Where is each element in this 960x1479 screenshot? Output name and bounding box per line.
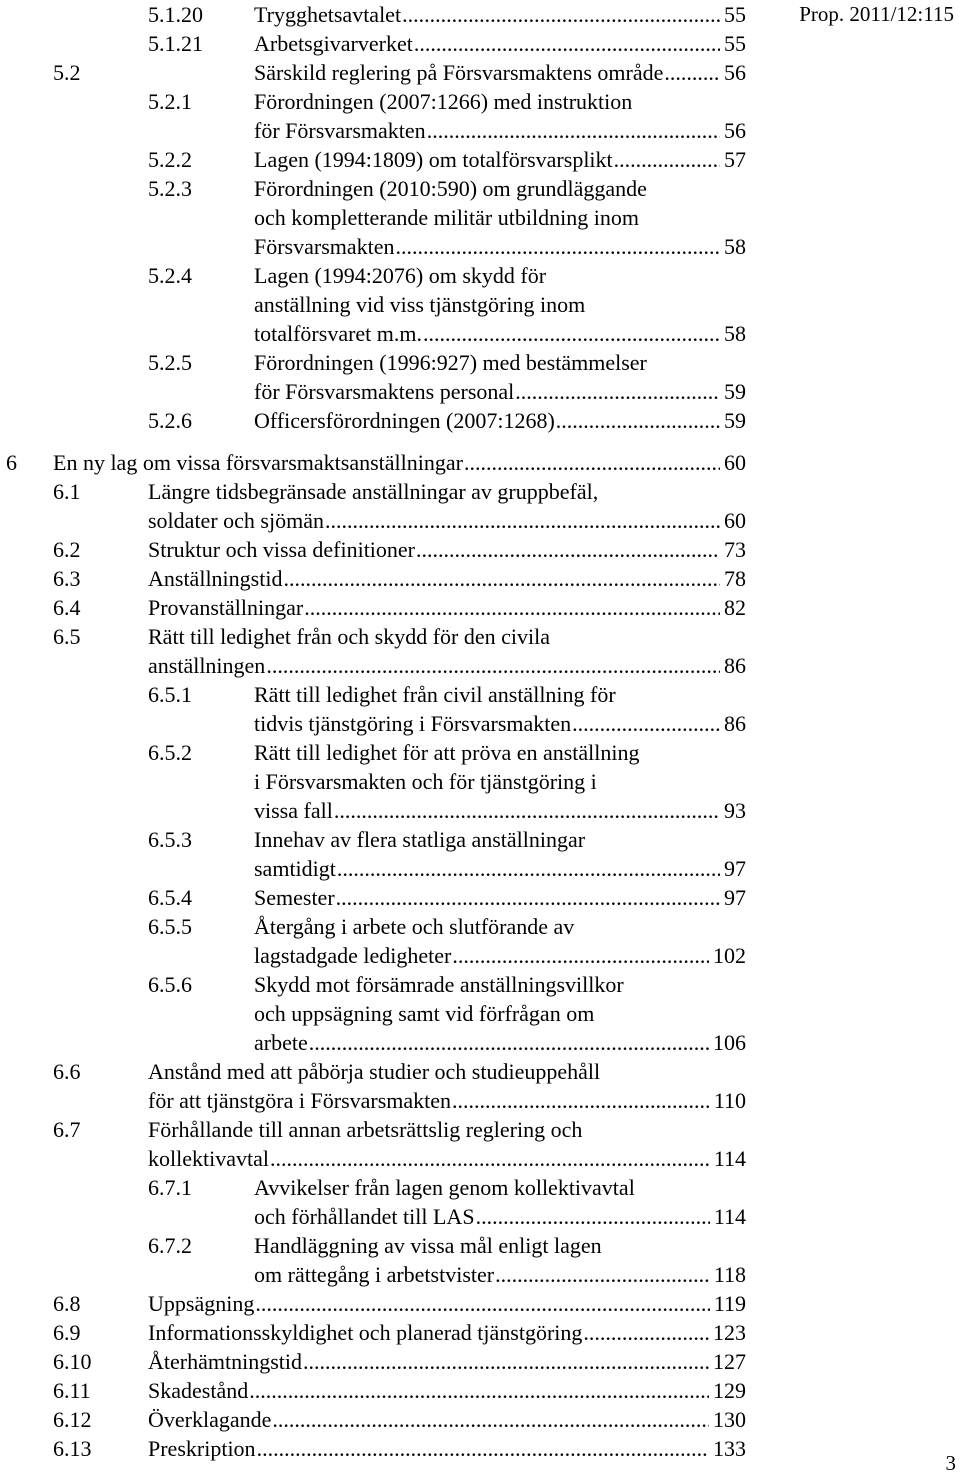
dot-leader bbox=[303, 1347, 709, 1376]
toc-entry-title-line: Förhållande till annan arbetsrättslig reglering och bbox=[148, 1117, 583, 1142]
toc-entry-title-line: och kompletterande militär utbildning inom bbox=[254, 205, 639, 230]
toc-entry-title-line: Informationsskyldighet och planerad tjänstgöring bbox=[148, 1320, 583, 1345]
toc-entry-number: 5.2.4 bbox=[148, 263, 192, 288]
toc-entry-page: 82 bbox=[724, 595, 746, 620]
toc-entry-title-line: Handläggning av vissa mål enligt lagen bbox=[254, 1233, 602, 1258]
toc-entry-title-line: Återgång i arbete och slutförande av bbox=[254, 914, 575, 939]
toc-entry-title-line: Struktur och vissa definitioner bbox=[148, 537, 416, 562]
toc-entry-title-line: Arbetsgivarverket bbox=[254, 31, 413, 56]
toc-entry-page: 58 bbox=[724, 321, 746, 346]
toc-entry-page: 123 bbox=[713, 1320, 746, 1345]
toc-entry-title-line: om rättegång i arbetstvister bbox=[254, 1262, 495, 1287]
toc-entry-number: 5.2.5 bbox=[148, 350, 192, 375]
toc-entry-page: 97 bbox=[724, 885, 746, 910]
toc-entry-page: 102 bbox=[713, 943, 746, 968]
toc-entry-page: 86 bbox=[724, 653, 746, 678]
toc-entry-number: 6.4 bbox=[53, 595, 81, 620]
toc-entry-title-line: Uppsägning bbox=[148, 1291, 255, 1316]
toc-entry-page: 56 bbox=[724, 60, 746, 85]
toc-entry-page: 56 bbox=[724, 118, 746, 143]
toc-entry-number: 5.1.21 bbox=[148, 31, 203, 56]
toc-entry-page: 127 bbox=[713, 1349, 746, 1374]
dot-leader bbox=[452, 1086, 710, 1115]
toc-entry-title-line: arbete bbox=[254, 1030, 308, 1055]
toc-entry-title-line: vissa fall bbox=[254, 798, 333, 823]
dot-leader bbox=[249, 1376, 709, 1405]
toc-entry-title-line: Trygghetsavtalet bbox=[254, 2, 402, 27]
toc-entry-title-line: Överklagande bbox=[148, 1407, 272, 1432]
toc-entry-page: 60 bbox=[724, 508, 746, 533]
dot-leader bbox=[515, 377, 720, 406]
dot-leader bbox=[272, 1405, 709, 1434]
toc-entry-page: 55 bbox=[724, 2, 746, 27]
toc-entry-page: 93 bbox=[724, 798, 746, 823]
toc-entry-title-line: Anstånd med att påbörja studier och studieuppehåll bbox=[148, 1059, 601, 1084]
toc-entry-number: 6.5.2 bbox=[148, 740, 192, 765]
dot-leader bbox=[416, 535, 720, 564]
toc-entry-number: 6.5.1 bbox=[148, 682, 192, 707]
toc-entry-page: 78 bbox=[724, 566, 746, 591]
toc-entry-title-line: Återhämtningstid bbox=[148, 1349, 302, 1374]
toc-entry-page: 119 bbox=[713, 1291, 746, 1316]
dot-leader bbox=[452, 941, 709, 970]
toc-entry-title-line: Förordningen (2010:590) om grundläggande bbox=[254, 176, 647, 201]
toc-entry-page: 57 bbox=[724, 147, 746, 172]
dot-leader bbox=[396, 232, 720, 261]
toc-entry-title-line: Preskription bbox=[148, 1436, 256, 1461]
dot-leader bbox=[283, 564, 720, 593]
dot-leader bbox=[476, 1202, 710, 1231]
toc-entry-number: 6.5 bbox=[53, 624, 81, 649]
toc-entry-number: 6.5.5 bbox=[148, 914, 192, 939]
dot-leader bbox=[309, 1028, 709, 1057]
toc-entry-number: 6.7.2 bbox=[148, 1233, 192, 1258]
dot-leader bbox=[464, 448, 720, 477]
dot-leader bbox=[495, 1260, 710, 1289]
toc-entry-number: 6.11 bbox=[53, 1378, 91, 1403]
dot-leader bbox=[270, 1144, 710, 1173]
toc-entry-title-line: Rätt till ledighet från civil anställning för bbox=[254, 682, 616, 707]
toc-entry-number: 6 bbox=[6, 450, 17, 475]
proposition-header: Prop. 2011/12:115 bbox=[799, 2, 954, 26]
toc-entry-number: 6.5.4 bbox=[148, 885, 192, 910]
dot-leader bbox=[304, 593, 720, 622]
toc-entry-number: 6.5.6 bbox=[148, 972, 192, 997]
toc-entry-title-line: totalförsvaret m.m. bbox=[254, 321, 423, 346]
toc-entry-number: 6.9 bbox=[53, 1320, 81, 1345]
toc-entry-number: 6.1 bbox=[53, 479, 81, 504]
toc-entry-page: 58 bbox=[724, 234, 746, 259]
toc-entry-title-line: soldater och sjömän bbox=[148, 508, 324, 533]
toc-entry-title-line: Lagen (1994:2076) om skydd för bbox=[254, 263, 547, 288]
toc-entry-title-line: Skydd mot försämrade anställningsvillkor bbox=[254, 972, 624, 997]
toc-entry-page: 86 bbox=[724, 711, 746, 736]
toc-entry-title-line: Semester bbox=[254, 885, 335, 910]
toc-entry-title-line: Förordningen (2007:1266) med instruktion bbox=[254, 89, 633, 114]
toc-entry-title-line: kollektivavtal bbox=[148, 1146, 269, 1171]
toc-entry-title-line: för att tjänstgöra i Försvarsmakten bbox=[148, 1088, 452, 1113]
dot-leader bbox=[583, 1318, 709, 1347]
toc-entry-title-line: Provanställningar bbox=[148, 595, 304, 620]
toc-entry-title-line: Anställningstid bbox=[148, 566, 283, 591]
dot-leader bbox=[255, 1289, 709, 1318]
dot-leader bbox=[572, 709, 720, 738]
dot-leader bbox=[614, 145, 720, 174]
toc-entry-number: 6.2 bbox=[53, 537, 81, 562]
dot-leader bbox=[556, 406, 720, 435]
dot-leader bbox=[325, 506, 720, 535]
dot-leader bbox=[664, 58, 720, 87]
toc-entry-title-line: Skadestånd bbox=[148, 1378, 249, 1403]
dot-leader bbox=[427, 116, 720, 145]
toc-entry-title-line: anställning vid viss tjänstgöring inom bbox=[254, 292, 586, 317]
toc-entry-title-line: i Försvarsmakten och för tjänstgöring i bbox=[254, 769, 597, 794]
toc-entry-page: 110 bbox=[713, 1088, 746, 1113]
toc-entry-title-line: samtidigt bbox=[254, 856, 336, 881]
toc-entry-page: 60 bbox=[724, 450, 746, 475]
toc-entry-number: 5.2 bbox=[53, 60, 81, 85]
toc-entry-title-line: Försvarsmakten bbox=[254, 234, 395, 259]
toc-entry-number: 6.10 bbox=[53, 1349, 92, 1374]
toc-entry-title-line: Lagen (1994:1809) om totalförsvarsplikt bbox=[254, 147, 613, 172]
toc-entry-title-line: och uppsägning samt vid förfrågan om bbox=[254, 1001, 595, 1026]
toc-entry-title-line: En ny lag om vissa försvarsmaktsanställningar bbox=[53, 450, 463, 475]
dot-leader bbox=[334, 796, 720, 825]
toc-entry-title-line: Rätt till ledighet för att pröva en anställning bbox=[254, 740, 640, 765]
toc-entry-title-line: Innehav av flera statliga anställningar bbox=[254, 827, 586, 852]
toc-entry-number: 5.2.6 bbox=[148, 408, 192, 433]
toc-entry-number: 6.13 bbox=[53, 1436, 92, 1461]
toc-entry-title-line: Officersförordningen (2007:1268) bbox=[254, 408, 555, 433]
toc-entry-page: 133 bbox=[713, 1436, 746, 1461]
toc-entry-title-line: Särskild reglering på Försvarsmaktens område bbox=[254, 60, 664, 85]
dot-leader bbox=[336, 883, 720, 912]
toc-entry-number: 6.6 bbox=[53, 1059, 81, 1084]
toc-entry-number: 6.7 bbox=[53, 1117, 81, 1142]
toc-entry-title-line: lagstadgade ledigheter bbox=[254, 943, 452, 968]
toc-entry-page: 114 bbox=[713, 1204, 746, 1229]
toc-entry-title-line: Längre tidsbegränsade anställningar av gruppbefäl, bbox=[148, 479, 599, 504]
dot-leader bbox=[257, 1434, 709, 1463]
toc-entry-number: 6.8 bbox=[53, 1291, 81, 1316]
toc-entry-title-line: Rätt till ledighet från och skydd för den civila bbox=[148, 624, 551, 649]
toc-entry-page: 59 bbox=[724, 379, 746, 404]
toc-entry-number: 6.12 bbox=[53, 1407, 92, 1432]
toc-entry-page: 130 bbox=[713, 1407, 746, 1432]
page-number: 3 bbox=[945, 1451, 956, 1475]
toc-entry-page: 106 bbox=[713, 1030, 746, 1055]
toc-entry-page: 129 bbox=[713, 1378, 746, 1403]
dot-leader bbox=[337, 854, 720, 883]
toc-entry-title-line: Avvikelser från lagen genom kollektivavtal bbox=[254, 1175, 635, 1200]
toc-entry-number: 6.3 bbox=[53, 566, 81, 591]
toc-entry-page: 97 bbox=[724, 856, 746, 881]
toc-entry-page: 118 bbox=[713, 1262, 746, 1287]
toc-entry-number: 6.7.1 bbox=[148, 1175, 192, 1200]
toc-entry-title-line: för Försvarsmakten bbox=[254, 118, 426, 143]
toc-entry-page: 114 bbox=[713, 1146, 746, 1171]
toc-entry-page: 59 bbox=[724, 408, 746, 433]
toc-entry-title-line: Förordningen (1996:927) med bestämmelser bbox=[254, 350, 647, 375]
toc-entry-title-line: för Försvarsmaktens personal bbox=[254, 379, 515, 404]
dot-leader bbox=[423, 319, 720, 348]
toc-entry-title-line: och förhållandet till LAS bbox=[254, 1204, 475, 1229]
toc-entry-title-line: tidvis tjänstgöring i Försvarsmakten bbox=[254, 711, 572, 736]
dot-leader bbox=[402, 0, 720, 29]
toc-entry-number: 6.5.3 bbox=[148, 827, 192, 852]
toc-entry-number: 5.1.20 bbox=[148, 2, 203, 27]
toc-entry-title-line: anställningen bbox=[148, 653, 266, 678]
toc-entry-number: 5.2.2 bbox=[148, 147, 192, 172]
toc-entry-page: 55 bbox=[724, 31, 746, 56]
dot-leader bbox=[414, 29, 720, 58]
toc-entry-page: 73 bbox=[724, 537, 746, 562]
toc-entry-number: 5.2.1 bbox=[148, 89, 192, 114]
toc-entry-number: 5.2.3 bbox=[148, 176, 192, 201]
dot-leader bbox=[266, 651, 720, 680]
